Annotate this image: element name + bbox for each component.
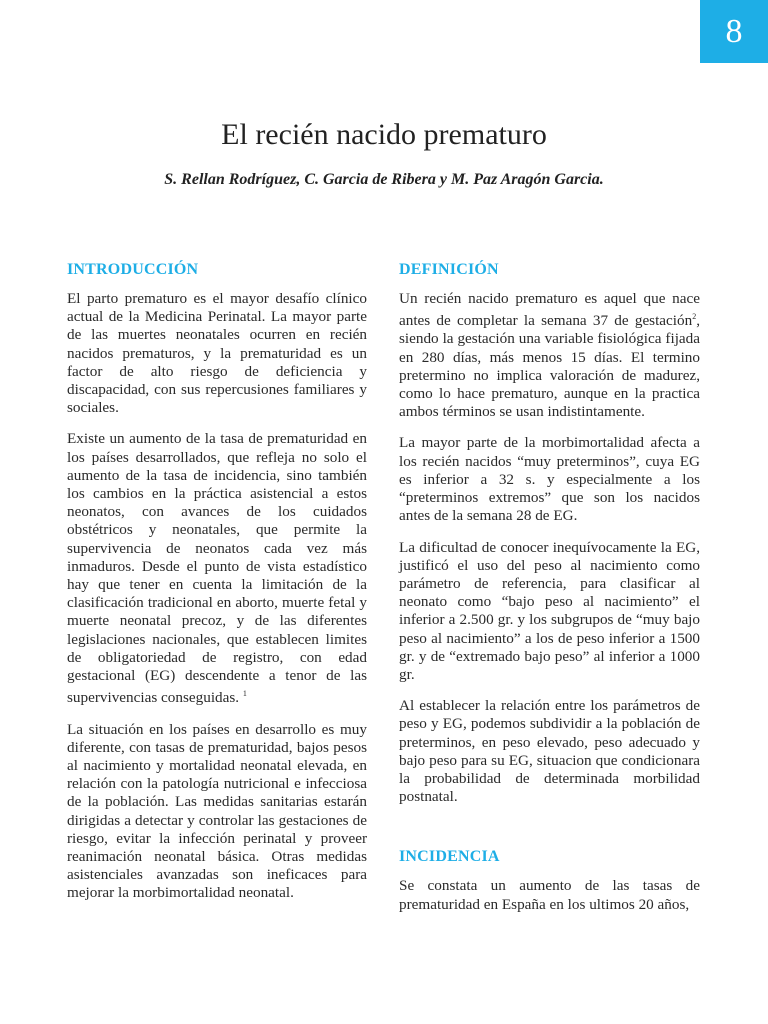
paragraph: Se constata un aumento de las tasas de prematuridad en España en los ultimos 20 años, (399, 877, 700, 913)
paragraph (399, 290, 700, 421)
footnote-reference: 2 (692, 312, 697, 322)
paragraph: Al establecer la relación entre los parámetros de peso y EG, podemos subdividir a la población de preterminos, en peso elevado, peso adecuado y bajo peso para su EG, situacion que condicionara la probabilidad de determinada morbilidad postnatal. (399, 697, 700, 806)
paragraph-text: Un recién nacido prematuro es aquel que nace antes de completar la semana 37 de gestación (399, 290, 700, 330)
section-heading-definicion: DEFINICIÓN (399, 261, 499, 278)
paragraph: La mayor parte de la morbimortalidad afecta a los recién nacidos “muy preterminos”, cuya EG es inferior a 32 s. y especialmente a los “preterminos extremos” que son los nacidos antes de la semana 28 de EG. (399, 434, 700, 525)
paragraph: La dificultad de conocer inequívocamente la EG, justificó el uso del peso al nacimiento como parámetro de referencia, para clasificar al neonato como “bajo peso al nacimiento” el inferior a 2.500 gr. y los subgrupos de “muy bajo peso al nacimiento” a los de peso inferior a 1500 gr. y de “extremado bajo peso” al inferior a 1000 gr. (399, 538, 700, 683)
paragraph (67, 430, 367, 707)
paragraph: La situación en los países en desarrollo es muy diferente, con tasas de prematuridad, bajos pesos al nacimiento y mortalidad neonatal elevada, en relación con la patología nutricional e infecciosa de la población. Las medidas sanitarias estarán dirigidas a detectar y controlar las gestaciones de riesgo, evitar la infección perinatal y proveer reanimación neonatal básica. Otras medidas asistenciales avanzadas son ineficaces para mejorar la morbimortalidad neonatal. (67, 720, 367, 902)
left-column (67, 260, 367, 916)
paragraph-text: Existe un aumento de la tasa de prematuridad en los países desarrollados, que refleja no solo el aumento de la tasa de incidencia, sino también los cambios en la práctica asistencial a estos neonatos, con avances de los cuidados obstétricos y neonatales, que permite la supervivencia de neonatos cada vez más inmaduros. Desde el punto de vista estadístico hay que tener en cuenta la limitación de la clasificación tradicional en aborto, muerte fetal y muerte neonatal precoz, y de las diferentes legislaciones nacionales, que establecen limites de obligatoriedad de registro, con edad gestacional (EG) descendente a tenor de las supervivencias conseguidas. (67, 430, 367, 707)
right-column (399, 260, 700, 927)
paragraph-text: , siendo la gestación una variable fisiológica fijada en 280 días, más menos 15 días. El termino pretermino no implica valoración de madurez, como lo hace prematuro, aunque en la practica ambos términos se usan indistintamente. (399, 312, 700, 421)
footnote-reference: 1 (242, 689, 247, 699)
section-heading-introduccion: INTRODUCCIÓN (67, 261, 199, 278)
page-title: El recién nacido prematuro (221, 118, 547, 151)
paragraph: El parto prematuro es el mayor desafío clínico actual de la Medicina Perinatal. La mayor parte de las muertes neonatales ocurren en recién nacidos prematuros, y la prematuridad es un factor de alto riesgo de deficiencia y discapacidad, con sus repercusiones familiares y sociales. (67, 290, 367, 417)
section-spacer (399, 819, 700, 847)
section-heading-incidencia: INCIDENCIA (399, 848, 500, 866)
chapter-number-badge: 8 (700, 0, 768, 63)
authors-line: S. Rellan Rodríguez, C. Garcia de Ribera y M. Paz Aragón Garcia. (164, 171, 604, 188)
